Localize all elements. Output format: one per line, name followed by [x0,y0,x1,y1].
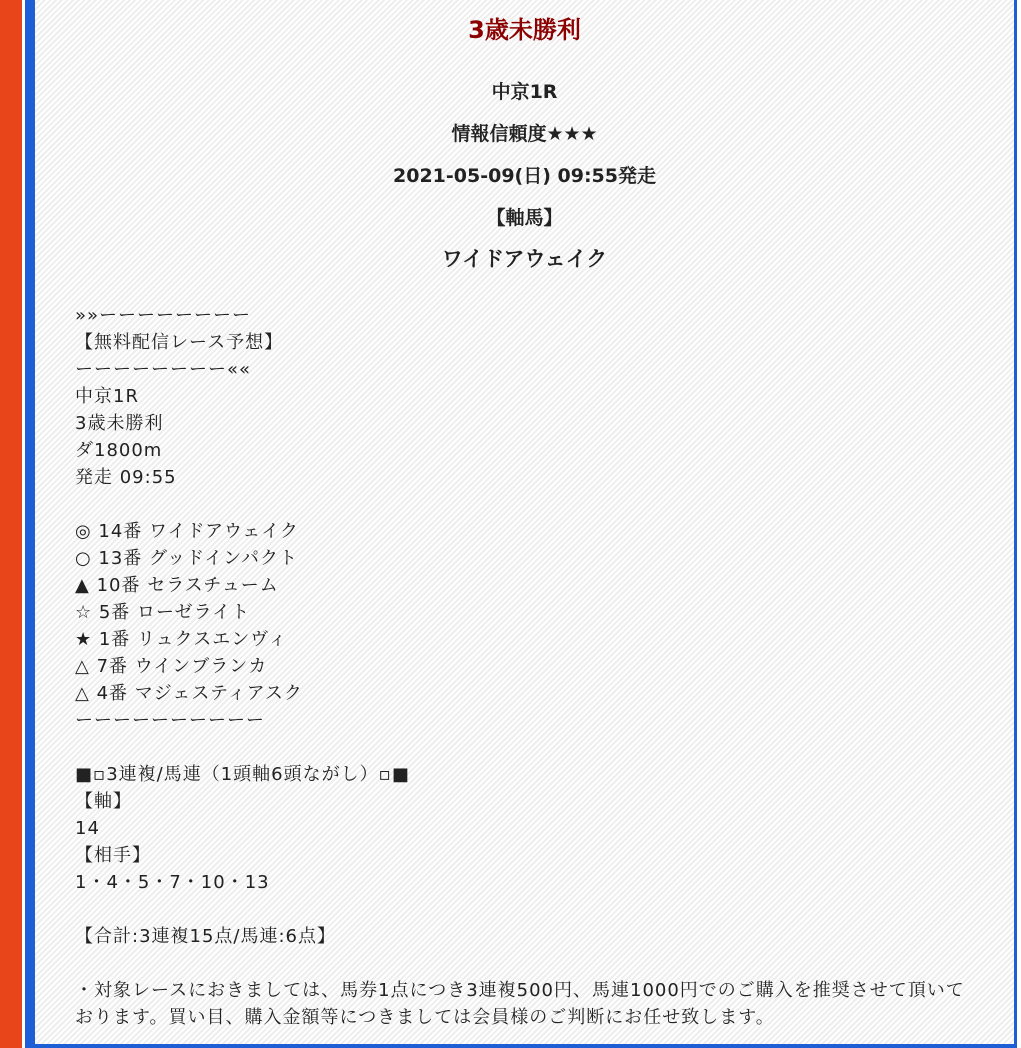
pick-item: ▲ 10番 セラスチューム [75,575,279,596]
pick-item: ☆ 5番 ローゼライト [75,602,251,623]
spacer [75,950,975,977]
left-accent-stripe-orange [0,0,22,1048]
reliability-rating: 情報信頼度★★★ [451,123,598,145]
banner-top-line: »»ーーーーーーーー [75,305,252,326]
left-accent-stripe-blue [25,0,35,1048]
course-text: ダ1800m [75,440,163,461]
pick-item: △ 4番 マジェスティアスク [75,683,303,704]
axis-horse-label: 【軸馬】 [486,207,563,229]
start-time-text: 発走 09:55 [75,467,177,488]
venue-race-heading: 中京1R [491,81,558,103]
axis-number: 14 [75,818,100,839]
axis-heading: 【軸】 [75,791,132,812]
spacer [75,896,975,923]
banner-bottom-line: ーーーーーーーー«« [75,359,252,380]
pick-item: ★ 1番 リュクスエンヴィ [75,629,288,650]
race-class-text: 3歳未勝利 [75,413,164,434]
axis-horse-name: ワイドアウェイク [441,247,608,271]
total-points: 【合計:3連複15点/馬連:6点】 [75,926,337,947]
spacer [75,491,975,518]
pick-item: △ 7番 ウインブランカ [75,656,268,677]
prediction-body [75,302,975,1031]
purchase-note: ・対象レースにおきましては、馬券1点につき3連複500円、馬連1000円でのご購入を推奨させて頂いております。買い目、購入金額等につきましては会員様のご判断にお任せ致します。 [75,980,965,1028]
partner-heading: 【相手】 [75,845,151,866]
race-venue-text: 中京1R [75,386,139,407]
banner-title: 【無料配信レース予想】 [75,332,284,353]
race-datetime: 2021-05-09(日) 09:55発走 [393,165,656,187]
pick-item: ◎ 14番 ワイドアウェイク [75,521,299,542]
pick-item: ○ 13番 グッドインパクト [75,548,298,569]
spacer [75,734,975,761]
picks-divider: ーーーーーーーーーー [75,710,265,731]
race-title: 3歳未勝利 [468,16,581,44]
bet-type-heading: ■▫3連複/馬連（1頭軸6頭ながし）▫■ [75,764,410,785]
partner-numbers: 1・4・5・7・10・13 [75,872,270,893]
article-panel [35,0,1017,1048]
